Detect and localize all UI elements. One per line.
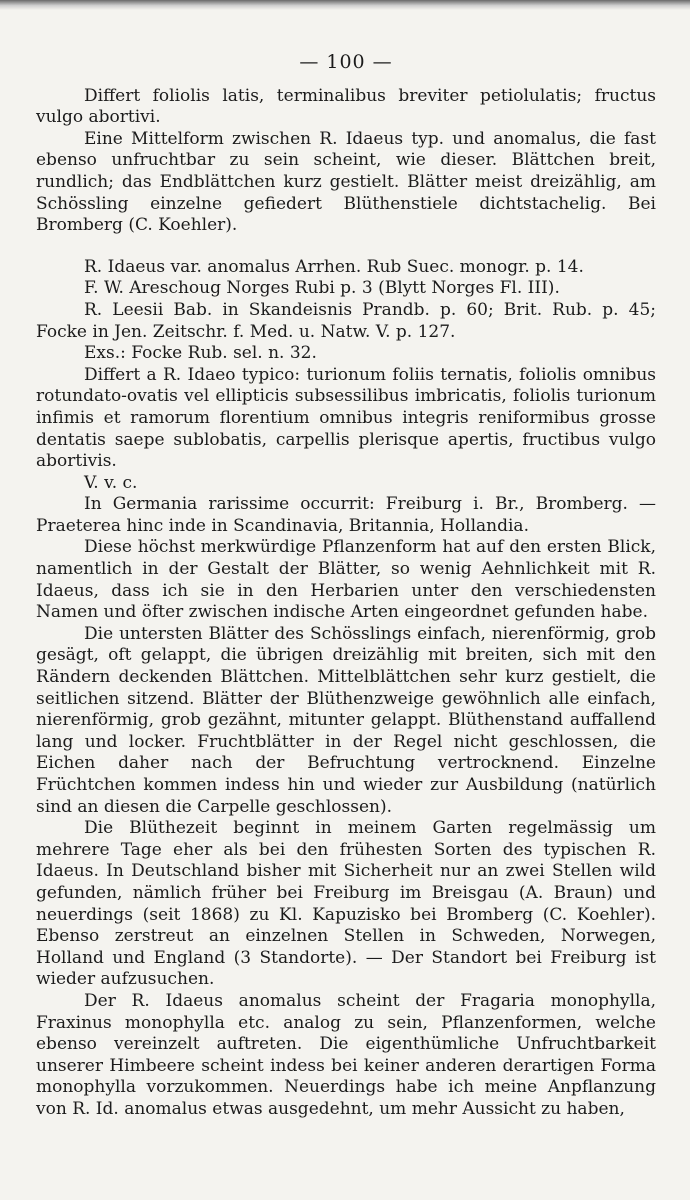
vidi-vivam-line: V. v. c. [84,472,138,493]
body-paragraph-2: Die untersten Blätter des Schösslings einfach, nierenförmig, grob gesägt, oft gelappt, die übrigen dreizählig mit breiten, sich mit den Rändern deckenden Blättchen. Mittelblättchen sehr kurz gestielt, die seitlichen sitzend. Blätter der Blüthenzweige gewöhnlich alle einfach, nierenförmig, grob gezähnt, mitunter gelappt. Blüthenstand auffallend lang und locker. Fruchtblätter in der Regel nicht geschlossen, die Eichen daher nach der Befruchtung vertrocknend. Einzelne Früchtchen kommen indess hin und wieder zur Ausbildung (natürlich sind an diesen die Carpelle geschlossen). [36,623,656,817]
reference-arrhenius: R. Idaeus var. anomalus Arrhen. Rub Suec. monogr. p. 14. [84,256,584,277]
intro-latin-paragraph: Differt foliolis latis, terminalibus breviter petiolulatis; fructus vulgo abortivi. [36,85,656,128]
page-top-edge [0,0,690,10]
exsiccata-line: Exs.: Focke Rub. sel. n. 32. [84,343,317,364]
page-number: — 100 — [299,51,393,73]
book-page [36,52,656,1121]
reference-areschoug: F. W. Areschoug Norges Rubi p. 3 (Blytt Norges Fl. III). [84,278,560,299]
body-paragraph-3: Die Blüthezeit beginnt in meinem Garten regelmässig um mehrere Tage eher als bei den frühesten Sorten des typischen R. Idaeus. In Deutschland bisher mit Sicherheit nur an zwei Stellen wild gefunden, nämlich früher bei Freiburg im Breisgau (A. Braun) und neuerdings (seit 1868) zu Kl. Kapuzisko bei Bromberg (C. Koehler). Ebenso zerstreut an einzelnen Stellen in Schweden, Norwegen, Holland und England (3 Standorte). — Der Standort bei Freiburg ist wieder aufzusuchen. [36,818,656,990]
intro-german-paragraph: Eine Mittelform zwischen R. Idaeus typ. und anomalus, die fast ebenso unfruchtbar zu sein scheint, wie dieser. Blättchen breit, rundlich; das Endblättchen kurz gestielt. Blätter meist dreizählig, am Schössling einzelne gefiedert Blüthenstiele dichtstachelig. Bei Bromberg (C. Koehler). [36,128,656,236]
distribution-paragraph: In Germania rarissime occurrit: Freiburg i. Br., Bromberg. — Praeterea hinc inde in Scandinavia, Britannia, Hollandia. [36,494,656,536]
body-paragraph-4: Der R. Idaeus anomalus scheint der Fragaria monophylla, Fraxinus monophylla etc. analog zu sein, Pflanzenformen, welche ebenso vereinzelt auftreten. Die eigenthümliche Unfruchtbarkeit unserer Himbeere scheint indess bei keiner anderen derartigen Forma monophylla vorzukommen. Neuerdings habe ich meine Anpflanzung von R. Id. anomalus etwas ausgedehnt, um mehr Aussicht zu haben, [36,990,656,1119]
body-paragraph-1: Diese höchst merkwürdige Pflanzenform hat auf den ersten Blick, namentlich in der Gestalt der Blätter, so wenig Aehnlichkeit mit R. Idaeus, dass ich sie in den Herbarien unter den verschiedensten Namen und öfter zwischen indische Arten eingeordnet gefunden habe. [36,537,656,623]
latin-diagnosis: Differt a R. Idaeo typico: turionum foliis ternatis, foliolis omnibus rotundato-ovatis vel ellipticis subsessilibus imbricatis, foliolis turionum infimis et ramorum florentium omnibus integris reniformibus grosse dentatis saepe sublobatis, carpellis plerisque apertis, fructibus vulgo abortivis. [36,364,656,472]
reference-leesii: R. Leesii Bab. in Skandeisnis Prandb. p. 60; Brit. Rub. p. 45; Focke in Jen. Zeitschr. f. Med. u. Natw. V. p. 127. [36,299,656,342]
